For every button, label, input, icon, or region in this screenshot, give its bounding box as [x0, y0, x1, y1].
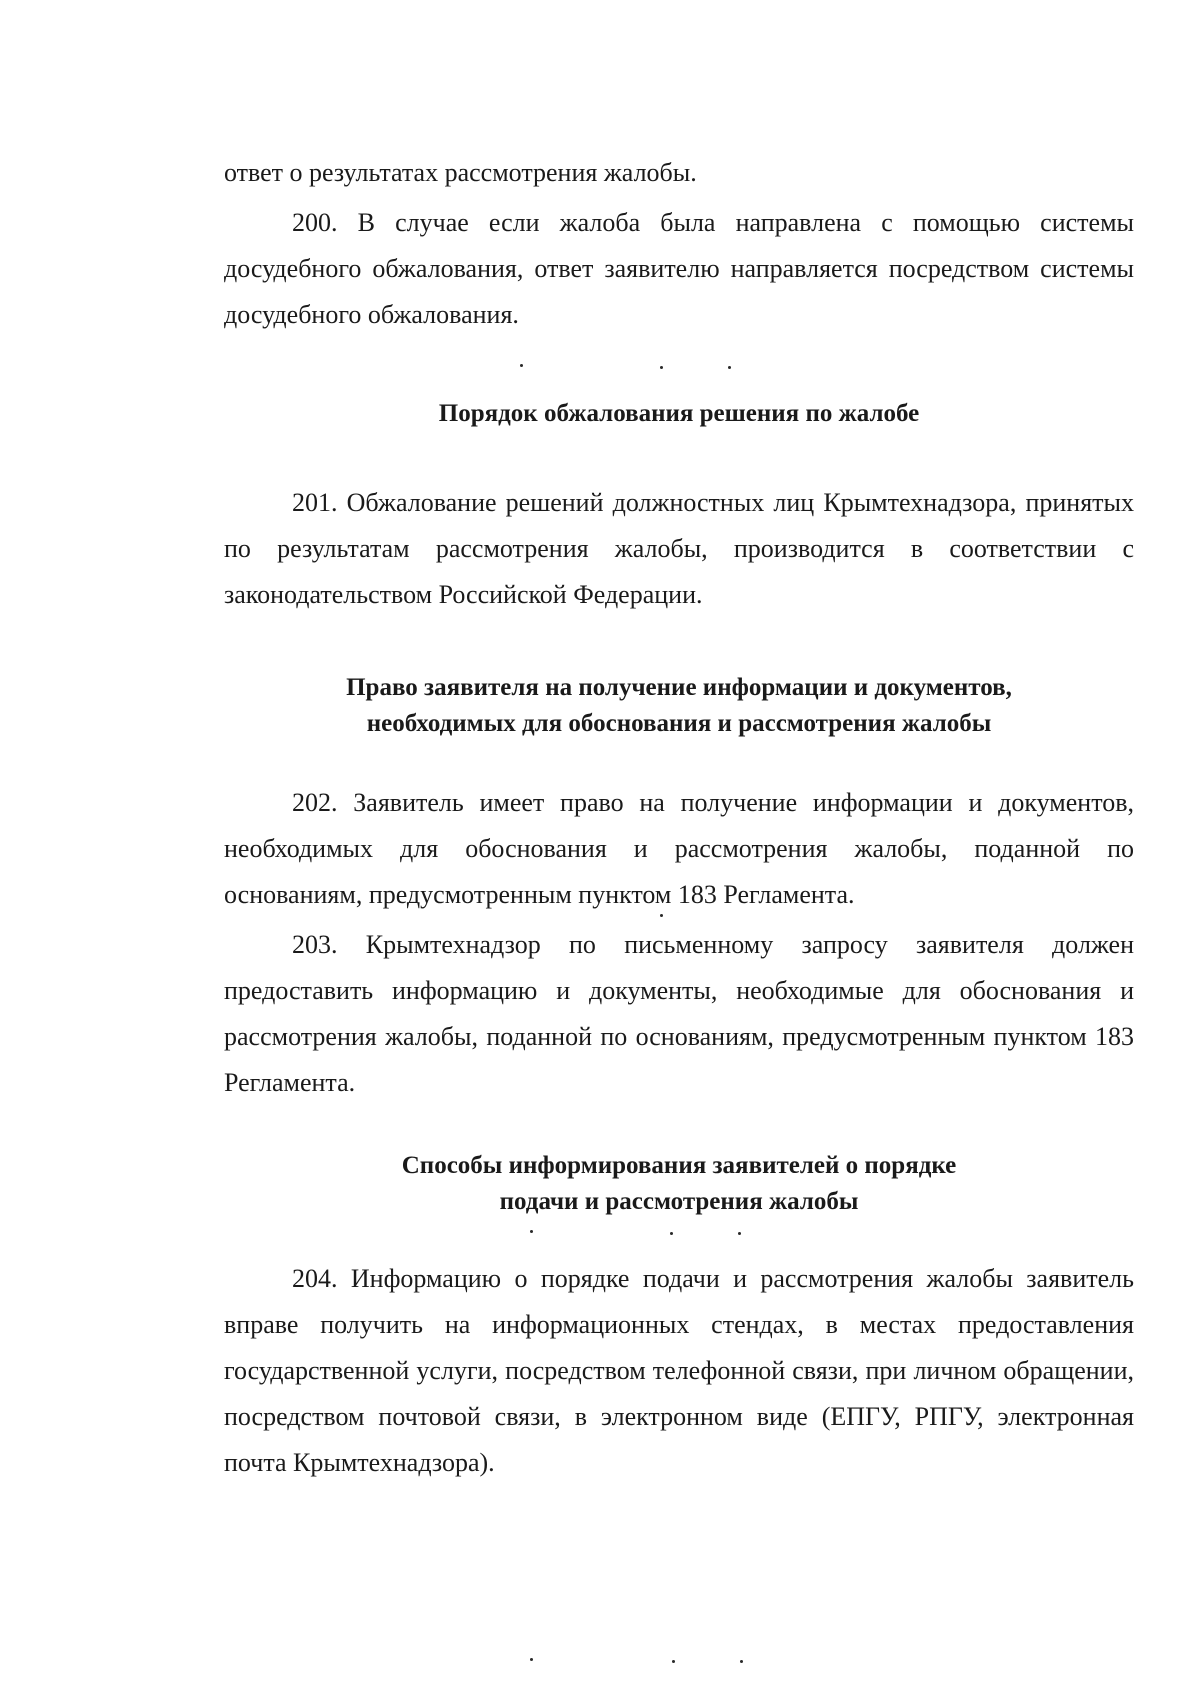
paragraph-202: 202. Заявитель имеет право на получение информации и документов, необходимых для обоснования и рассмотрения жалобы, поданной по основаниям, предусмотренным пунктом 183 Регламента. [224, 788, 1134, 909]
section-heading-appeal-procedure [224, 396, 1134, 432]
scan-speck [530, 1230, 533, 1233]
paragraph-200: 200. В случае если жалоба была направлена с помощью системы досудебного обжалования, ответ заявителю направляется посредством системы досудебного обжалования. [224, 208, 1134, 329]
scan-speck [660, 366, 663, 369]
scan-speck [738, 1232, 741, 1235]
scan-speck [660, 914, 663, 917]
scan-speck [672, 1660, 675, 1663]
scan-speck [530, 1658, 533, 1661]
section-heading-information-methods [224, 1148, 1134, 1220]
heading-line: необходимых для обоснования и рассмотрения жалобы [366, 710, 992, 737]
heading-line: Право заявителя на получение информации и документов, [346, 674, 1012, 701]
heading-line: Способы информирования заявителей о порядке [401, 1152, 957, 1179]
paragraph-201: 201. Обжалование решений должностных лиц Крымтехнадзора, принятых по результатам рассмотрения жалобы, производится в соответствии с законодательством Российской Федерации. [224, 488, 1134, 609]
paragraph-203: 203. Крымтехнадзор по письменному запросу заявителя должен предоставить информацию и документы, необходимые для обоснования и рассмотрения жалобы, поданной по основаниям, предусмотренным пунктом 183 Регламента. [224, 930, 1134, 1097]
scan-speck [520, 364, 523, 367]
continuation-text: ответ о результатах рассмотрения жалобы. [224, 158, 697, 187]
scan-speck [670, 1232, 673, 1235]
heading-line: Порядок обжалования решения по жалобе [438, 400, 920, 427]
section-heading-right-to-information [224, 670, 1134, 742]
heading-line: подачи и рассмотрения жалобы [499, 1188, 859, 1215]
scan-speck [740, 1660, 743, 1663]
paragraph-204: 204. Информацию о порядке подачи и рассмотрения жалобы заявитель вправе получить на информационных стендах, в местах предоставления государственной услуги, посредством телефонной связи, при личном обращении, посредством почтовой связи, в электронном виде (ЕПГУ, РПГУ, электронная почта Крымтехнадзора). [224, 1264, 1134, 1477]
scan-speck [728, 366, 731, 369]
